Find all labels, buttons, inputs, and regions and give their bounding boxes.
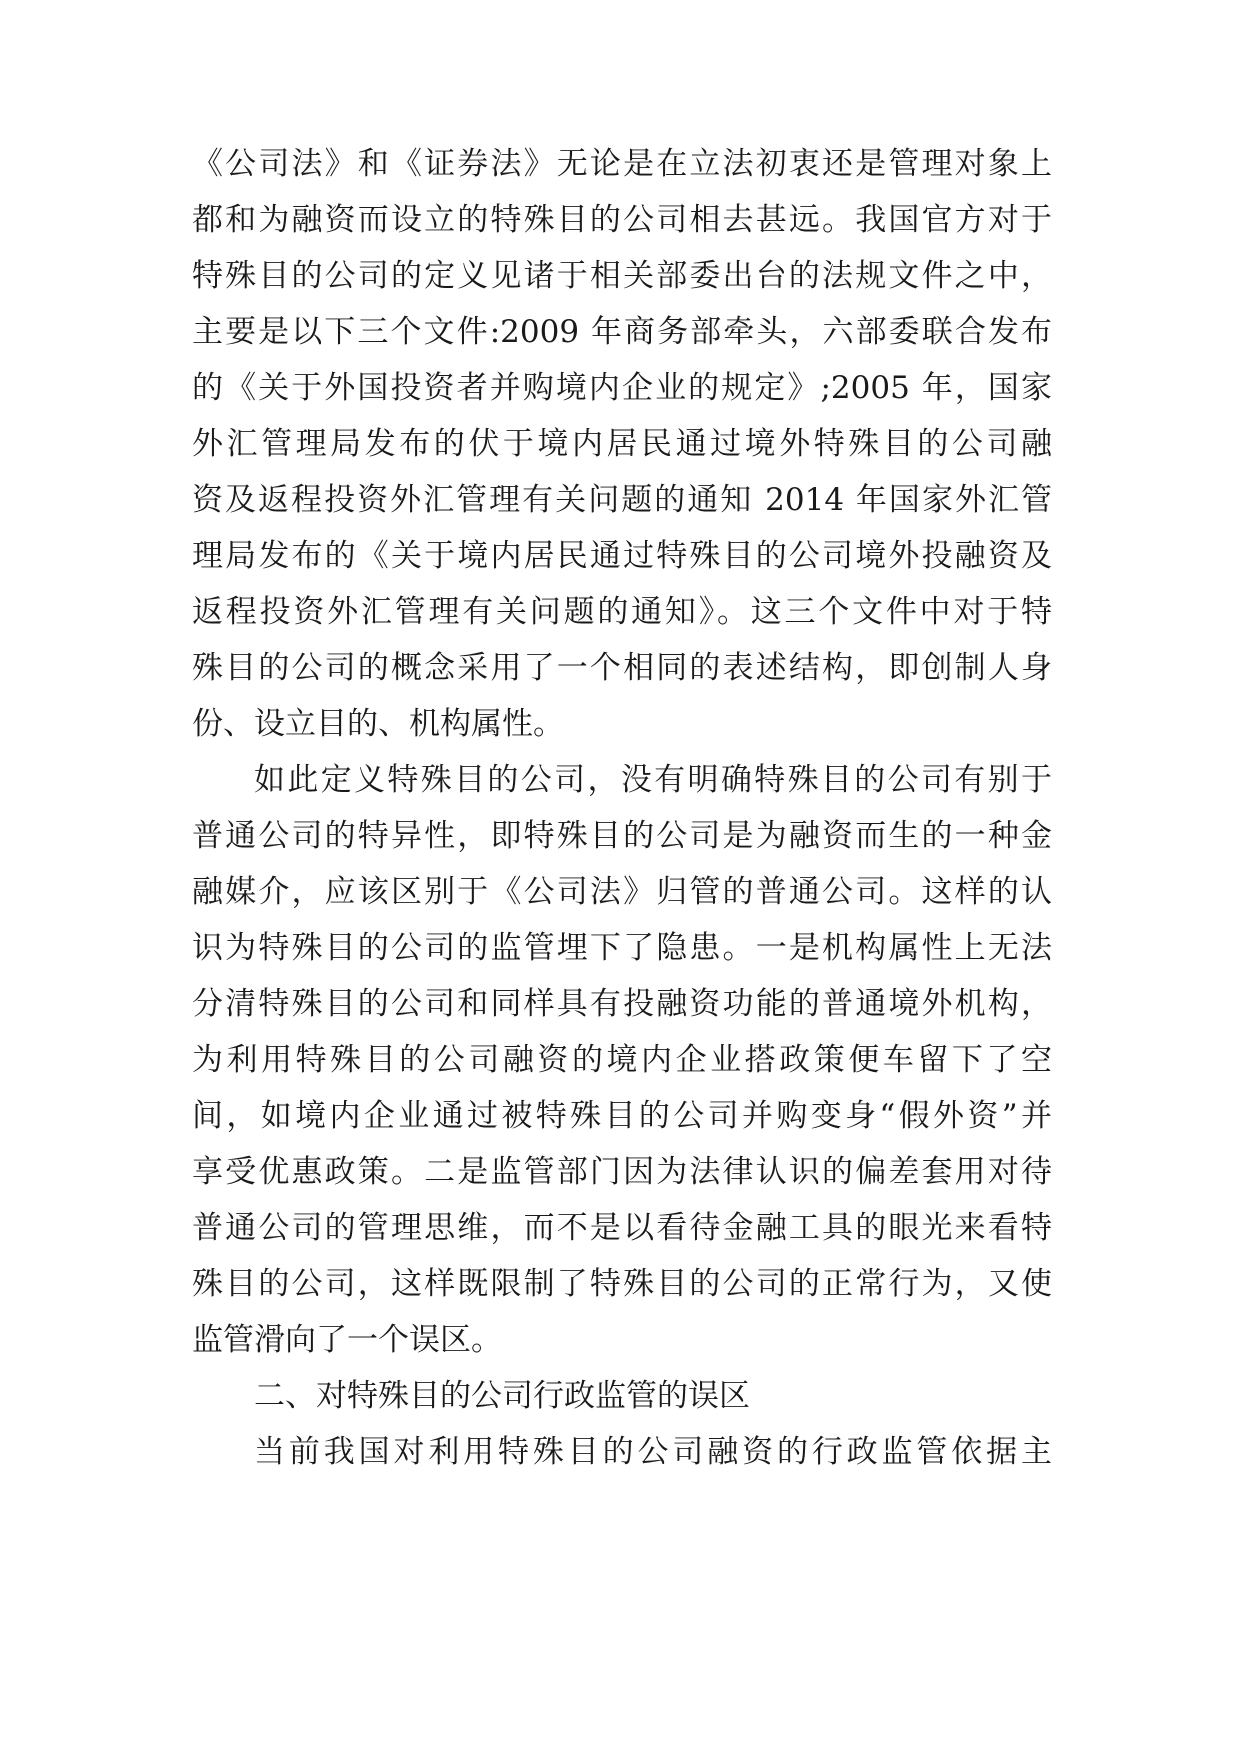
section-heading: 二、对特殊目的公司行政监管的误区 [254, 1378, 750, 1414]
paragraph-line: 返程投资外汇管理有关问题的通知》。这三个文件中对于特 [192, 594, 1052, 630]
paragraph-line: 间，如境内企业通过被特殊目的公司并购变身“假外资”并 [192, 1098, 1052, 1134]
paragraph-line: 监管滑向了一个误区。 [192, 1322, 502, 1358]
paragraph-line: 普通公司的特异性，即特殊目的公司是为融资而生的一种金 [192, 818, 1052, 854]
paragraph-line: 资及返程投资外汇管理有关问题的通知 2014 年国家外汇管 [192, 482, 1052, 518]
paragraph-line: 特殊目的公司的定义见诸于相关部委出台的法规文件之中， [192, 258, 1052, 294]
paragraph-line: 殊目的公司，这样既限制了特殊目的公司的正常行为，又使 [192, 1266, 1052, 1302]
paragraph-line: 当前我国对利用特殊目的公司融资的行政监管依据主 [254, 1434, 1052, 1470]
paragraph-line: 享受优惠政策。二是监管部门因为法律认识的偏差套用对待 [192, 1154, 1052, 1190]
paragraph-line: 分清特殊目的公司和同样具有投融资功能的普通境外机构， [192, 986, 1052, 1022]
paragraph-line: 识为特殊目的公司的监管埋下了隐患。一是机构属性上无法 [192, 930, 1052, 966]
paragraph-line: 如此定义特殊目的公司，没有明确特殊目的公司有别于 [254, 762, 1052, 798]
paragraph-line: 融媒介，应该区别于《公司法》归管的普通公司。这样的认 [192, 874, 1052, 910]
paragraph-line: 的《关于外国投资者并购境内企业的规定》;2005 年，国家 [192, 370, 1052, 406]
paragraph-line: 普通公司的管理思维，而不是以看待金融工具的眼光来看特 [192, 1210, 1052, 1246]
paragraph-line: 殊目的公司的概念采用了一个相同的表述结构，即创制人身 [192, 650, 1052, 686]
paragraph-line: 《公司法》和《证券法》无论是在立法初衷还是管理对象上 [192, 146, 1052, 182]
paragraph-line: 为利用特殊目的公司融资的境内企业搭政策便车留下了空 [192, 1042, 1052, 1078]
paragraph-line: 主要是以下三个文件:2009 年商务部牵头，六部委联合发布 [192, 314, 1052, 350]
paragraph-line: 份、设立目的、机构属性。 [192, 706, 564, 742]
paragraph-line: 外汇管理局发布的伏于境内居民通过境外特殊目的公司融 [192, 426, 1052, 462]
paragraph-line: 都和为融资而设立的特殊目的公司相去甚远。我国官方对于 [192, 202, 1052, 238]
paragraph-line: 理局发布的《关于境内居民通过特殊目的公司境外投融资及 [192, 538, 1052, 574]
